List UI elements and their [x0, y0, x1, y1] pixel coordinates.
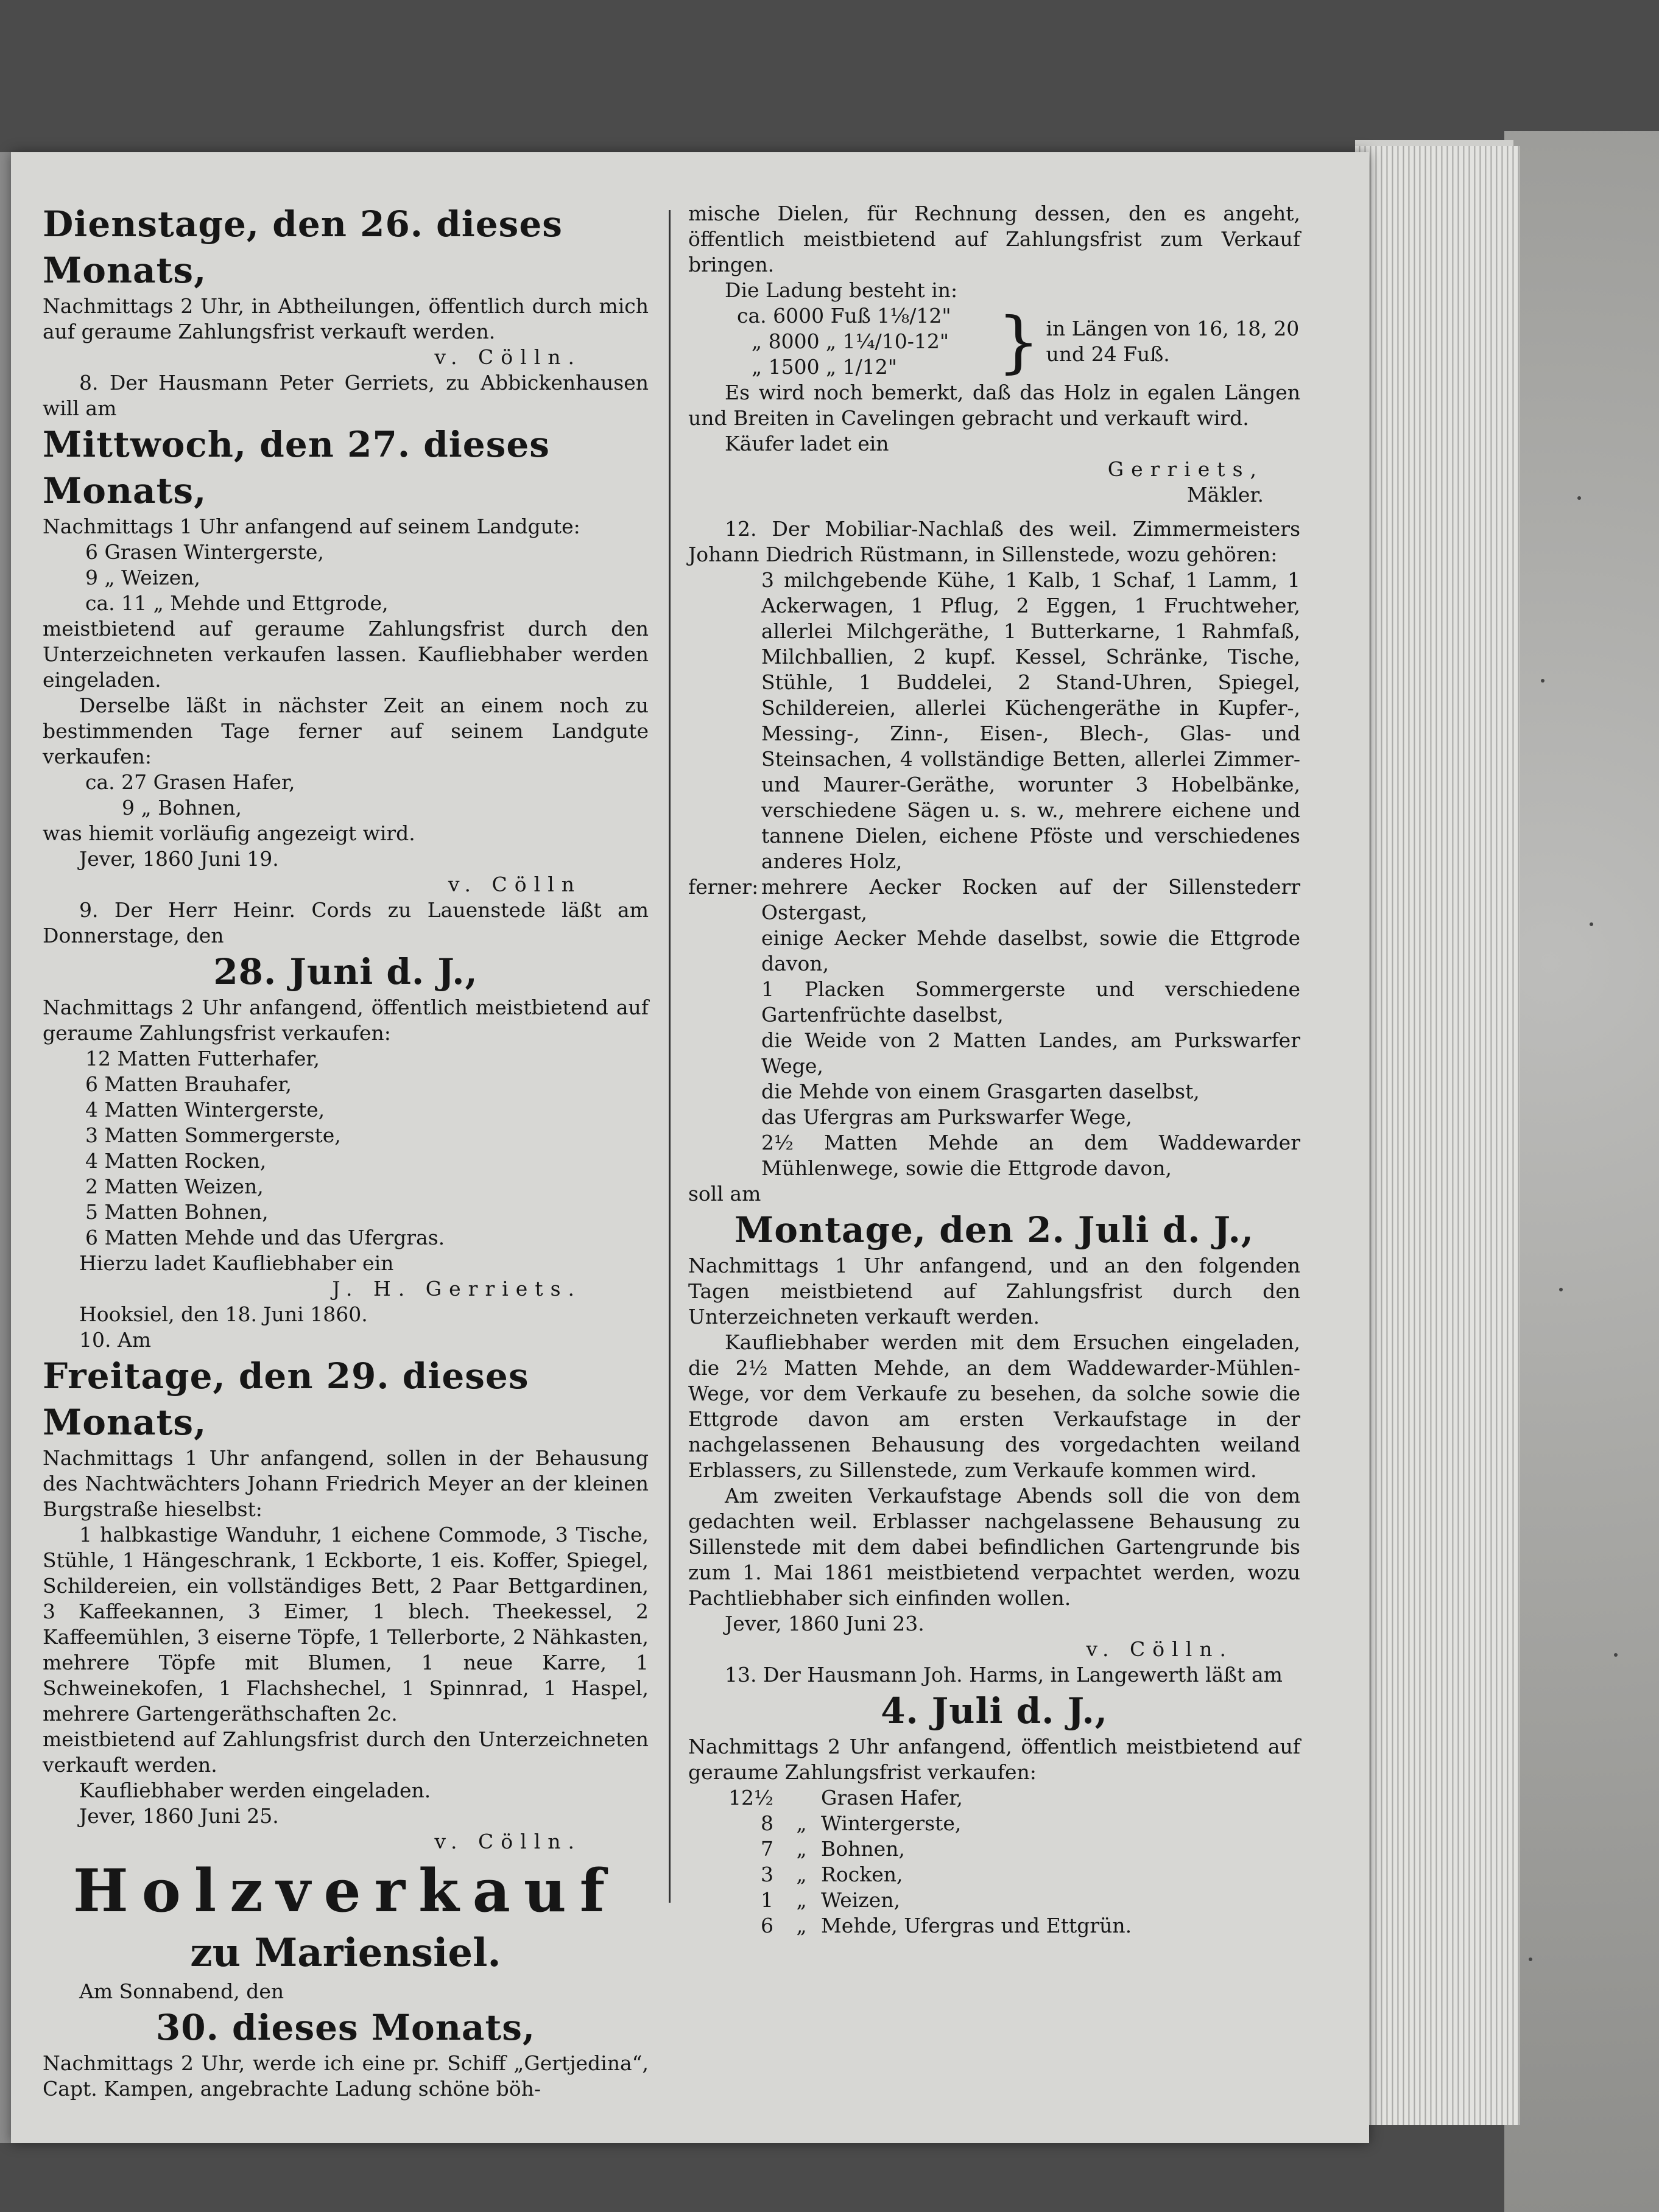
list-item: 6 Grasen Wintergerste,: [85, 540, 324, 564]
book-cover: [1504, 131, 1659, 2212]
block9-signature: J. H. Gerriets.: [332, 1277, 582, 1301]
item-amount: 12½: [728, 1786, 773, 1810]
list-item: 6 Matten Brauhafer,: [85, 1072, 292, 1096]
list-item: 4 Matten Rocken,: [85, 1149, 267, 1173]
block9-text: Nachmittags 2 Uhr anfangend, öffentlich meistbietend auf geraume Zahlungsfrist verkaufen:: [43, 995, 649, 1045]
list-item: einige Aecker Mehde daselbst, sowie die Ettgrode davon,: [761, 926, 1300, 975]
cover-speck: [1614, 1653, 1618, 1657]
block10-text: meistbietend auf Zahlungsfrist durch den Unterzeichneten verkauft werden.: [43, 1727, 649, 1777]
block10-heading: Freitage, den 29. dieses Monats,: [43, 1355, 529, 1443]
item-amount: 1: [761, 1888, 773, 1912]
block8-text: Derselbe läßt in nächster Zeit an einem noch zu bestimmenden Tage ferner auf seinem Landgute verkaufen:: [43, 693, 649, 768]
list-item: 2 Matten Weizen,: [85, 1174, 264, 1198]
holz-text: Am Sonnabend, den: [79, 1979, 284, 2003]
block7-signature: v. Cölln.: [434, 345, 582, 369]
item-amount: 6: [761, 1914, 773, 1937]
list-item: [725, 1913, 1300, 1939]
block12-intro: 12. Der Mobiliar-Nachlaß des weil. Zimmermeisters Johann Diedrich Rüstmann, in Sillenstede, wozu gehören:: [688, 517, 1300, 566]
list-item: 4 Matten Wintergerste,: [85, 1098, 325, 1122]
holz-signature: Gerriets,: [1107, 457, 1264, 481]
list-item: 6 Matten Mehde und das Ufergras.: [85, 1226, 445, 1249]
cover-speck: [1577, 496, 1581, 500]
item-amount: 7: [761, 1837, 773, 1861]
holz-title: Holzverkauf: [73, 1856, 618, 1925]
list-item: das Ufergras am Purkswarfer Wege,: [761, 1105, 1132, 1129]
item-unit: Mehde, Ufergras und Ettgrün.: [821, 1914, 1132, 1937]
block8-text: Nachmittags 1 Uhr anfangend auf seinem Landgute:: [43, 514, 580, 538]
block9-heading: 28. Juni d. J.,: [213, 951, 478, 992]
item-ditto: „: [796, 1811, 807, 1835]
block7-heading: Dienstage, den 26. dieses Monats,: [43, 203, 563, 291]
right-column: [688, 201, 1300, 1939]
holz-text: Käufer ladet ein: [725, 432, 889, 455]
item-unit: Weizen,: [821, 1888, 900, 1912]
previous-page-edge: [0, 152, 11, 2143]
list-item: [725, 1887, 1300, 1913]
block9-intro: 9. Der Herr Heinr. Cords zu Lauenstede läßt am Donnerstage, den: [43, 898, 649, 947]
block12-text: Nachmittags 1 Uhr anfangend, und an den folgenden Tagen meistbietend auf Zahlungsfrist durch den Unterzeichneten verkauft werden.: [688, 1254, 1300, 1329]
holz-subtitle: zu Mariensiel.: [190, 1930, 501, 1976]
list-item: mehrere Aecker Rocken auf der Sillenstederr Ostergast,: [761, 875, 1300, 924]
block12-items: 3 milchgebende Kühe, 1 Kalb, 1 Schaf, 1 Lamm, 1 Ackerwagen, 1 Pflug, 2 Eggen, 1 Fruchtweher, allerlei Milchgeräthe, 1 Butterkarne, 1 Rahmfaß, Milchballien, 2 kupf. Kessel, Schränke, Tische, Stühle, 1 Buddelei, 2 Stand-Uhren, Spiegel, Schildereien, allerlei Küchengeräthe in Kupfer-, Messing-, Zinn-, Eisen-, Blech-, Glas- und Steinsachen, 4 vollständige Betten, allerlei Zimmer- und Maurer-Geräthe, worunter 3 Hobelbänke, verschiedene Sägen u. s. w., mehrere eichene und tannene Dielen, eichene Pföste und verschiedenes anderes Holz,: [761, 568, 1300, 873]
block8-date: Jever, 1860 Juni 19.: [79, 847, 279, 871]
ladung-intro: Die Ladung besteht in:: [725, 278, 958, 302]
block8-intro: 8. Der Hausmann Peter Gerriets, zu Abbickenhausen will am: [43, 371, 649, 420]
list-item: 9 „ Weizen,: [85, 566, 201, 589]
list-item: die Weide von 2 Matten Landes, am Purkswarfer Wege,: [761, 1028, 1300, 1078]
list-item: [725, 1785, 1300, 1811]
list-item: 2½ Matten Mehde an dem Waddewarder Mühlenwege, sowie die Ettgrode davon,: [761, 1131, 1300, 1180]
ladung-line: „ 8000 „ 1¼/10-12": [752, 329, 949, 353]
item-ditto: „: [796, 1837, 807, 1861]
item-unit: Rocken,: [821, 1863, 903, 1886]
block13-heading: 4. Juli d. J.,: [881, 1690, 1108, 1732]
list-item: 3 Matten Sommergerste,: [85, 1123, 341, 1147]
block10-text: Kaufliebhaber werden eingeladen.: [79, 1778, 431, 1802]
list-item: ca. 27 Grasen Hafer,: [85, 770, 295, 794]
block12-signature: v. Cölln.: [1086, 1637, 1233, 1661]
ladung-line: ca. 6000 Fuß 1⅛/12": [737, 304, 951, 328]
block8-heading: Mittwoch, den 27. dieses Monats,: [43, 424, 550, 511]
ferner-items: [761, 874, 1300, 1181]
block9-date: Hooksiel, den 18. Juni 1860.: [79, 1302, 368, 1326]
item-ditto: „: [796, 1863, 807, 1886]
list-item: die Mehde von einem Grasgarten daselbst,: [761, 1080, 1200, 1103]
cover-speck: [1541, 679, 1545, 683]
ferner-list: [688, 874, 1300, 1181]
cover-speck: [1559, 1288, 1563, 1291]
holz-heading: 30. dieses Monats,: [155, 2007, 536, 2048]
block8-text: meistbietend auf geraume Zahlungsfrist durch den Unterzeichneten verkaufen lassen. Kaufliebhaber werden eingeladen.: [43, 617, 649, 692]
holz-text: Es wird noch bemerkt, daß das Holz in egalen Längen und Breiten in Cavelingen gebracht und verkauft wird.: [688, 381, 1300, 430]
holz-continuation: mische Dielen, für Rechnung dessen, den es angeht, öffentlich meistbietend auf Zahlungsfrist zum Verkauf bringen.: [688, 202, 1300, 276]
item-amount: 8: [761, 1811, 773, 1835]
ladung-note: in Längen von 16, 18, 20 und 24 Fuß.: [1046, 317, 1300, 366]
item-ditto: „: [796, 1914, 807, 1937]
item-unit: Wintergerste,: [821, 1811, 962, 1835]
list-item: 1 Placken Sommergerste und verschiedene Gartenfrüchte daselbst,: [761, 977, 1300, 1027]
block12-heading: Montage, den 2. Juli d. J.,: [734, 1209, 1254, 1251]
block10-signature: v. Cölln.: [434, 1830, 582, 1853]
soll-am: soll am: [688, 1182, 761, 1206]
cover-speck: [1590, 922, 1593, 926]
item-ditto: „: [796, 1888, 807, 1912]
block8-signature: v. Cölln: [448, 873, 582, 896]
brace-glyph: }: [997, 303, 1040, 381]
block12-text: Kaufliebhaber werden mit dem Ersuchen eingeladen, die 2½ Matten Mehde, an dem Waddewarder-Mühlen-Wege, vor dem Verkaufe zu besehen, da solche sowie die Ettgrode davon am ersten Verkaufstage in der nachgelassenen Behausung des vorgedachten weiland Erblassers, zu Sillenstede, zum Verkaufe kommen wird.: [688, 1330, 1300, 1482]
list-item: [725, 1811, 1300, 1836]
block13-items: [688, 1785, 1300, 1939]
block10-date: Jever, 1860 Juni 25.: [79, 1804, 279, 1828]
left-column: [43, 201, 649, 2102]
list-item: [725, 1836, 1300, 1862]
holz-signature-role: Mäkler.: [1186, 483, 1264, 507]
block7-text: Nachmittags 2 Uhr, in Abtheilungen, öffentlich durch mich auf geraume Zahlungsfrist verkauft werden.: [43, 294, 649, 343]
block8-text: was hiemit vorläufig angezeigt wird.: [43, 821, 415, 845]
block10-text: Nachmittags 1 Uhr anfangend, sollen in der Behausung des Nachtwächters Johann Friedrich Meyer an der kleinen Burgstraße hieselbst:: [43, 1446, 649, 1521]
block13-text: Nachmittags 2 Uhr anfangend, öffentlich meistbietend auf geraume Zahlungsfrist verkaufen:: [688, 1735, 1300, 1784]
ladung-line: „ 1500 „ 1/12": [752, 355, 897, 379]
holz-text: Nachmittags 2 Uhr, werde ich eine pr. Schiff „Gertjedina“, Capt. Kampen, angebrachte Ladung schöne böh-: [43, 2051, 649, 2101]
column-rule: [669, 210, 671, 1903]
block10-intro: 10. Am: [79, 1328, 152, 1352]
item-amount: 3: [761, 1863, 773, 1886]
ferner-label: ferner:: [688, 875, 759, 899]
ladung-lines: [688, 303, 992, 380]
block10-items: 1 halbkastige Wanduhr, 1 eichene Commode, 3 Tische, Stühle, 1 Hängeschrank, 1 Eckborte, 1 eis. Koffer, Spiegel, Schildereien, ein vollständiges Bett, 2 Paar Bettgardinen, 3 Kaffeekannen, 3 Eimer, 1 blech. Theekessel, 2 Kaffeemühlen, 3 eiserne Töpfe, 1 Tellerborte, 2 Nähkasten, mehrere Töpfe mit Blumen, 1 neue Karre, 1 Schweinekofen, 1 Flachshechel, 1 Spinnrad, 1 Haspel, mehrere Gartengeräthschaften 2c.: [43, 1523, 649, 1726]
item-unit: Grasen Hafer,: [821, 1786, 963, 1810]
list-item: 9 „ Bohnen,: [122, 796, 242, 820]
item-unit: Bohnen,: [821, 1837, 905, 1861]
block12-date: Jever, 1860 Juni 23.: [725, 1612, 925, 1635]
block13-intro: 13. Der Hausmann Joh. Harms, in Langewerth läßt am: [725, 1663, 1283, 1687]
list-item: 5 Matten Bohnen,: [85, 1200, 269, 1224]
list-item: [725, 1862, 1300, 1887]
list-item: ca. 11 „ Mehde und Ettgrode,: [85, 591, 389, 615]
list-item: 12 Matten Futterhafer,: [85, 1047, 320, 1070]
block9-text: Hierzu ladet Kaufliebhaber ein: [79, 1251, 394, 1275]
cover-speck: [1529, 1957, 1532, 1961]
page-stack-edges: [1355, 146, 1520, 2125]
ladung-table: [688, 303, 1300, 380]
block12-text: Am zweiten Verkaufstage Abends soll die von dem gedachten weil. Erblasser nachgelassene Behausung zu Sillenstede mit dem dabei befindlichen Gartengrunde bis zum 1. Mai 1861 meistbietend verpachtet werden, wozu Pachtliebhaber sich einfinden wollen.: [688, 1484, 1300, 1610]
